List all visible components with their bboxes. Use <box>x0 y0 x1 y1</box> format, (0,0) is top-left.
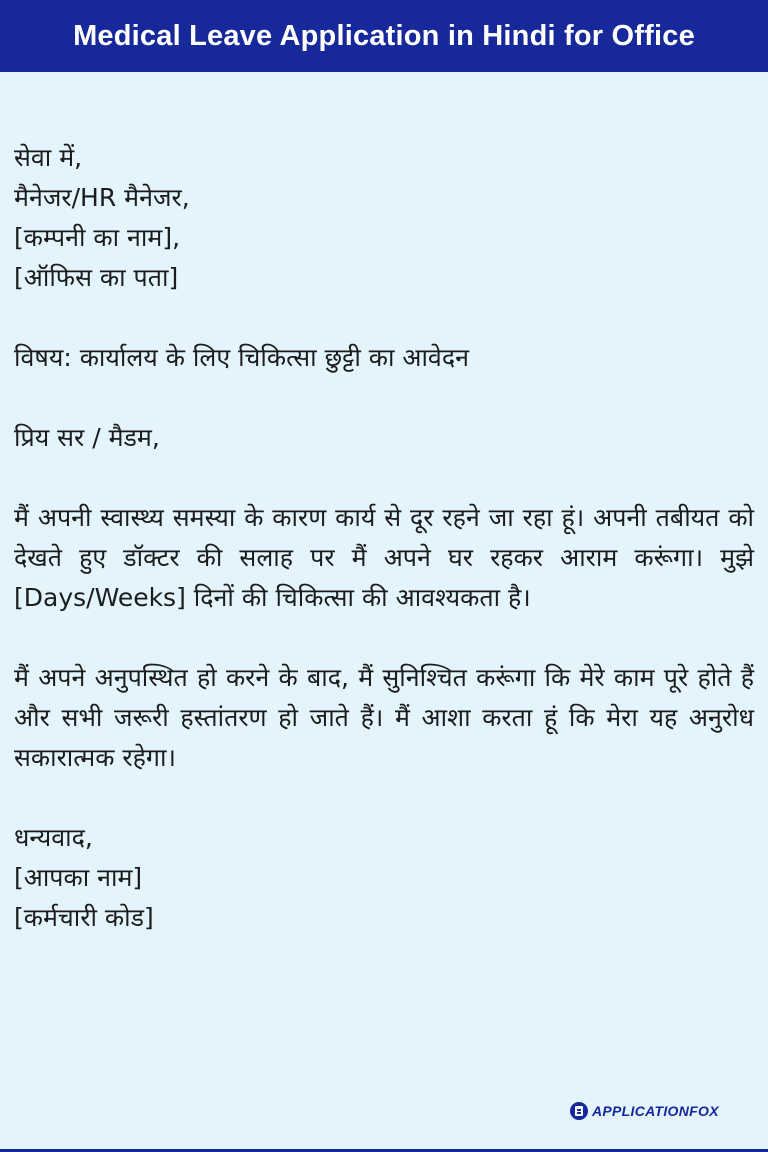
title-banner <box>0 0 768 72</box>
closing-line: धन्यवाद, <box>14 823 93 852</box>
page-title: Medical Leave Application in Hindi for Office <box>73 19 695 52</box>
address-line: मैनेजर/HR मैनेजर, <box>14 183 190 212</box>
salutation: प्रिय सर / मैडम, <box>14 423 160 452</box>
address-line: सेवा में, <box>14 143 83 172</box>
closing-line: [आपका नाम] <box>14 863 143 892</box>
address-line: [ऑफिस का पता] <box>14 263 179 292</box>
letter-body <box>14 138 754 938</box>
body-paragraph-2: मैं अपने अनुपस्थित हो करने के बाद, मैं सुनिश्चित करूंगा कि मेरे काम पूरे होते हैं और सभी जरूरी हस्तांतरण हो जाते हैं। मैं आशा करता हूं कि मेरा यह अनुरोध सकारात्मक रहेगा। <box>14 663 754 772</box>
brand-name: APPLICATIONFOX <box>592 1103 719 1119</box>
body-paragraph-1: मैं अपनी स्वास्थ्य समस्या के कारण कार्य से दूर रहने जा रहा हूं। अपनी तबीयत को देखते हुए डॉक्टर की सलाह पर मैं अपने घर रहकर आराम करूंगा। मुझे [Days/Weeks] दिनों की चिकित्सा की आवश्यकता है। <box>14 503 754 612</box>
subject-line: विषय: कार्यालय के लिए चिकित्सा छुट्टी का आवेदन <box>14 343 469 372</box>
recipient-address <box>14 138 754 298</box>
address-line: [कम्पनी का नाम], <box>14 223 181 252</box>
document-icon <box>570 1102 588 1120</box>
closing-block <box>14 818 754 938</box>
brand-logo <box>570 1102 719 1120</box>
closing-line: [कर्मचारी कोड] <box>14 903 154 932</box>
